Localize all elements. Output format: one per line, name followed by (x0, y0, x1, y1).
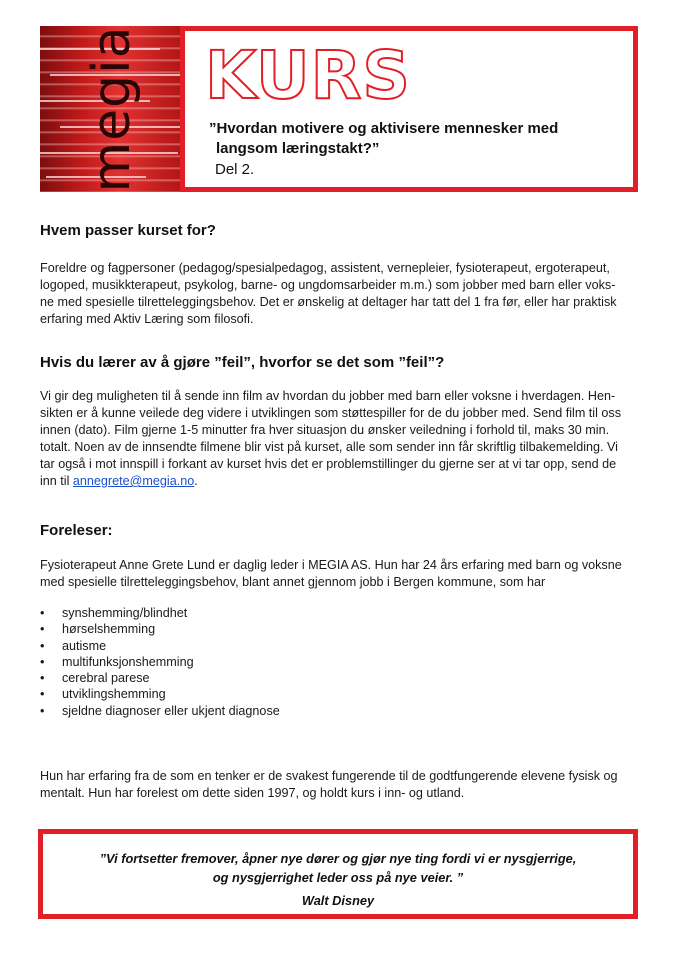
paragraph-line: Vi gir deg muligheten til å sende inn film av hvordan du jobber med barn eller voksne i hverdagen. Hen- (40, 389, 616, 403)
course-header (40, 26, 638, 192)
paragraph-line: Foreldre og fagpersoner (pedagog/spesialpedagog, assistent, vernepleier, fysioterapeut, ergoterapeut, (40, 261, 610, 275)
lecturer-outro-paragraph (40, 768, 640, 802)
film-paragraph (40, 388, 640, 490)
bullet: • (40, 622, 45, 637)
subtitle-line-2: langsom læringstakt?” (216, 140, 380, 157)
bullet: • (40, 703, 45, 718)
quote-author: Walt Disney (301, 893, 375, 908)
paragraph-line: erfaring med Aktiv Læring som filosofi. (40, 312, 254, 326)
paragraph-line: Hun har erfaring fra de som en tenker er de svakest fungerende til de godtfungerende elevene fysisk og (40, 769, 618, 783)
paragraph-line: innen (dato). Film gjerne 1-5 minutter fra hver situasjon du ønsker veiledning i forhold til, maks 30 min. (40, 423, 610, 437)
paragraph-line: sikten er å kunne veilede deg videre i utviklingen som støttespiller for de du jobber med. Send film til oss (40, 406, 622, 420)
paragraph-line: tar også i mot innspill i forkant av kurset hvis det er problemstillinger du gjerne ser at vi tar opp, send de (40, 457, 617, 471)
quote-line-1: ”Vi fortsetter fremover, åpner nye dører og gjør nye ting fordi vi er nysgjerrige, (99, 851, 577, 866)
paragraph-line: mentalt. Hun har forelest om dette siden 1997, og holdt kurs i inn- og utland. (40, 786, 465, 800)
paragraph-line: Fysioterapeut Anne Grete Lund er daglig leder i MEGIA AS. Hun har 24 års erfaring med barn og voksne (40, 558, 622, 572)
paragraph-line-suffix: . (194, 474, 198, 488)
paragraph-line: med spesielle tilretteleggingsbehov, blant annet gjennom jobb i Bergen kommune, som har (40, 575, 546, 589)
section-heading-lecturer: Foreleser: (40, 522, 113, 539)
logo-text: megia (82, 26, 142, 192)
audience-paragraph (40, 260, 640, 328)
bullet: • (40, 671, 45, 686)
subtitle-line-1: ”Hvordan motivere og aktivisere mennesker med (209, 120, 559, 137)
list-item: • utviklingshemming (40, 687, 166, 702)
section-heading-mistakes: Hvis du lærer av å gjøre ”feil”, hvorfor se det som ”feil”? (40, 354, 445, 371)
course-part: Del 2. (215, 161, 255, 178)
email-link[interactable]: annegrete@megia.no (72, 474, 195, 488)
list-item: • cerebral parese (40, 671, 150, 686)
list-item: • multifunksjonshemming (40, 654, 194, 669)
list-item: • hørselshemming (40, 622, 156, 637)
bullet: • (40, 687, 45, 702)
bullet: • (40, 606, 45, 620)
lecturer-intro-paragraph (40, 557, 640, 591)
list-item: • sjeldne diagnoser eller ukjent diagnose (40, 703, 280, 718)
conditions-list (40, 605, 280, 719)
section-heading-audience: Hvem passer kurset for? (40, 222, 216, 239)
quote-box (38, 829, 638, 919)
quote-line-2: og nysgjerrighet leder oss på nye veier. ” (212, 870, 464, 885)
bullet: • (40, 638, 45, 653)
list-item: • synshemming/blindhet (40, 606, 188, 620)
page-title: KURS (205, 37, 411, 114)
title-box (180, 26, 638, 192)
list-item: • autisme (40, 638, 107, 653)
paragraph-line: logoped, musikkterapeut, psykolog, barne- og ungdomsarbeider m.m.) som jobber med barn eller voks- (40, 278, 616, 292)
paragraph-line-prefix: inn til (40, 474, 73, 488)
course-subtitle (209, 119, 609, 159)
paragraph-line: ne med spesielle tilretteleggingsbehov. Det er ønskelig at deltager har tatt del 1 fra før, eller har praktisk (40, 295, 617, 309)
bullet: • (40, 654, 45, 669)
paragraph-line: totalt. Noen av de innsendte filmene blir vist på kurset, alle som sender inn får skriftlig tilbakemelding. Vi (40, 440, 618, 454)
megia-logo (40, 26, 184, 192)
